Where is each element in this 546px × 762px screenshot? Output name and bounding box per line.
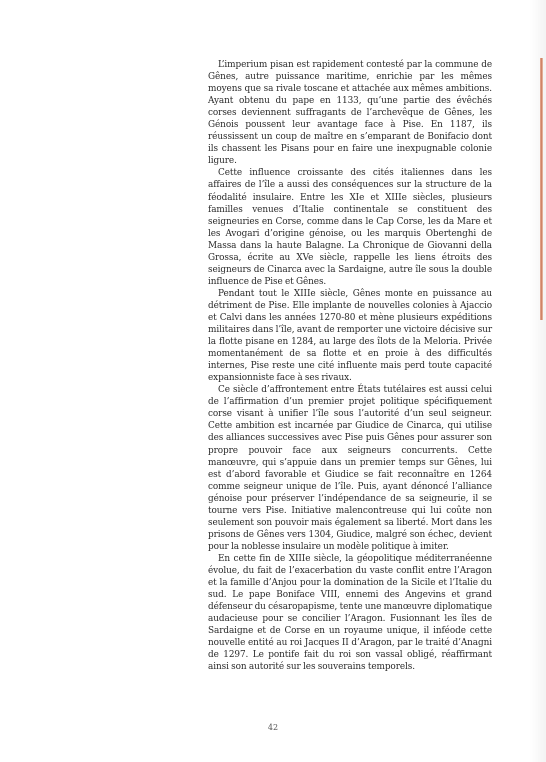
page-number: 42 bbox=[267, 723, 279, 732]
page-edge-bookmark bbox=[540, 58, 543, 320]
paragraph: Cette influence croissante des cités italiennes dans les affaires de l’île a aussi des conséquences sur la structure de la féodalité insulaire. Entre les XIe et XIIIe siècles, plusieurs familles venues d’Italie continentale se constituent des seigneuries en Corse, comme dans le Cap Corse, les da Mare et les Avogari d’origine génoise, ou les marquis Obertenghi de Massa dans la haute Balagne. La Chronique de Giovanni della Grossa, écrite au XVe siècle, rappelle les liens étroits des seigneurs de Cinarca avec la Sardaigne, autre île sous la double influence de Pise et Gênes. bbox=[208, 168, 492, 287]
body-text bbox=[208, 59, 492, 673]
paragraph: En cette fin de XIIIe siècle, la géopolitique méditerranéenne évolue, du fait de l’exacerbation du vaste conflit entre l’Aragon et la famille d’Anjou pour la domination de la Sicile et l’Italie du sud. Le pape Boniface VIII, ennemi des Angevins et grand défenseur du césaropapisme, tente une manœuvre diplomatique audacieuse pour se concilier l’Aragon. Fusionnant les îles de Sardaigne et de Corse en un royaume unique, il inféode cette nouvelle entité au roi Jacques II d’Aragon, par le traité d’Anagni de 1297. Le pontife fait du roi son vassal obligé, réaffirmant ainsi son autorité sur les souverains temporels. bbox=[208, 553, 492, 673]
paragraph: Ce siècle d’affrontement entre États tutélaires est aussi celui de l’affirmation d’un premier projet politique spécifiquement corse visant à unifier l’île sous l’autorité d’un seul seigneur. Cette ambition est incarnée par Giudice de Cinarca, qui utilise des alliances successives avec Pise puis Gênes pour assurer son propre pouvoir face aux seigneurs concurrents. Cette manœuvre, qui s’appuie dans un premier temps sur Gênes, lui est d’abord favorable et Giudice se fait reconnaître en 1264 comme seigneur unique de l’île. Puis, ayant dénoncé l’alliance génoise pour préserver l’indépendance de sa seigneurie, il se tourne vers Pise. Initiative malencontreuse qui lui coûte non seulement son pouvoir mais également sa liberté. Mort dans les prisons de Gênes vers 1304, Giudice, malgré son échec, devient pour la noblesse insulaire un modèle politique à imiter. bbox=[208, 385, 492, 552]
paragraph: Pendant tout le XIIIe siècle, Gênes monte en puissance au détriment de Pise. Elle implante de nouvelles colonies à Ajaccio et Calvi dans les années 1270-80 et mène plusieurs expéditions militaires dans l’île, avant de remporter une victoire décisive sur la flotte pisane en 1284, au large des îlots de la Meloria. Privée momentanément de sa flotte et en proie à des difficultés internes, Pise reste une cité influente mais perd toute capacité expansionniste face à ses rivaux. bbox=[208, 288, 492, 384]
paragraph: L’imperium pisan est rapidement contesté par la commune de Gênes, autre puissance maritime, enrichie par les mêmes moyens que sa rivale toscane et attachée aux mêmes ambitions. Ayant obtenu du pape en 1133, qu’une partie des évêchés corses deviennent suffragants de l’archevêque de Gênes, les Génois poussent leur avantage face à Pise. En 1187, ils réussissent un coup de maître en s’emparant de Bonifacio dont ils chassent les Pisans pour en faire une inexpugnable colonie ligure. bbox=[208, 60, 492, 167]
page-edge-shadow bbox=[530, 0, 546, 762]
